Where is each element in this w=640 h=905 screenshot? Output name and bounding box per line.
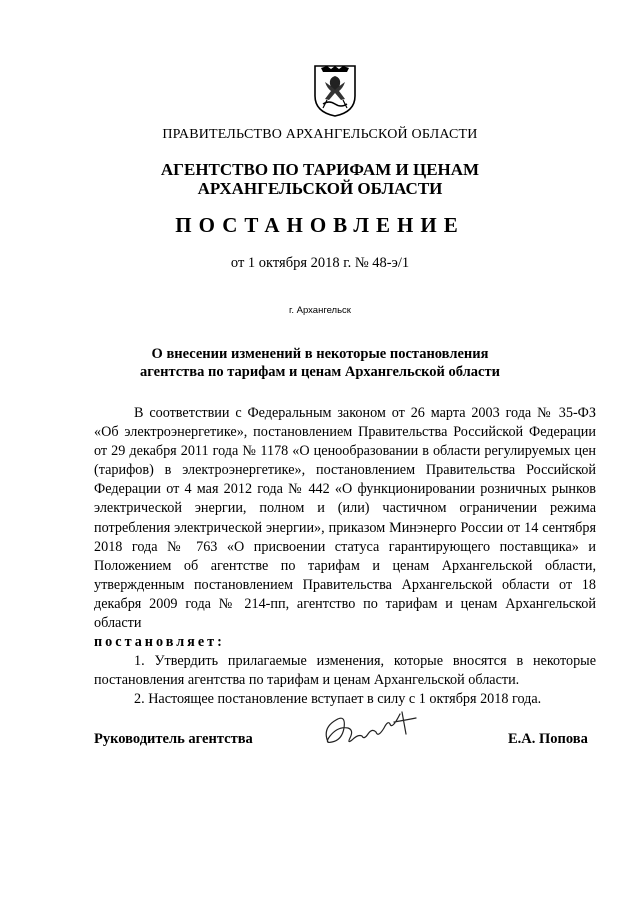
subject-line1: О внесении изменений в некоторые постановления	[151, 346, 489, 362]
resolves-word: постановляет:	[94, 634, 225, 651]
preamble-paragraph: В соответствии с Федеральным законом от 26 марта 2003 года № 35-ФЗ «Об электроэнергетике», постановлением Правительства Российской Федерации от 29 декабря 2011 года № 1178 «О ценообразовании в области регулируемых цен (тарифов) в электроэнергетике», постановлением Правительства Российской Федерации от 4 мая 2012 года № 442 «О функционировании розничных рынков электрической энергии, полном и (или) частичном ограничении режима потребления электрической энергии», приказом Минэнерго России от 14 сентября 2018 года № 763 «О присвоении статуса гарантирующего поставщика» и Положением об агентстве по тарифам и ценам Архангельской области, утвержденным постановлением Правительства Архангельской области от 18 декабря 2009 года № 214-пп, агентство по тарифам и ценам Архангельской области	[94, 405, 596, 632]
document-type: ПОСТАНОВЛЕНИЕ	[175, 213, 465, 237]
document-body	[94, 404, 596, 710]
handwritten-signature-icon	[310, 702, 430, 758]
signer-title: Руководитель агентства	[94, 731, 253, 747]
arkhangelsk-coat-of-arms-icon	[313, 64, 357, 118]
signer-name: Е.А. Попова	[508, 731, 588, 747]
document-subject	[0, 345, 640, 381]
agency-name-line1: АГЕНТСТВО ПО ТАРИФАМ И ЦЕНАМ	[160, 160, 480, 179]
document-city: г. Архангельск	[289, 305, 351, 316]
item-1-paragraph: 1. Утвердить прилагаемые изменения, которые вносятся в некоторые постановления агентства по тарифам и ценам Архангельской области.	[94, 653, 596, 689]
subject-line2: агентства по тарифам и ценам Архангельской области	[140, 364, 500, 380]
agency-name	[0, 160, 640, 198]
item-2-paragraph: 2. Настоящее постановление вступает в силу с 1 октября 2018 года.	[134, 691, 542, 708]
agency-name-line2: АРХАНГЕЛЬСКОЙ ОБЛАСТИ	[197, 179, 443, 198]
government-name: ПРАВИТЕЛЬСТВО АРХАНГЕЛЬСКОЙ ОБЛАСТИ	[162, 127, 478, 142]
document-date-number: от 1 октября 2018 г. № 48-э/1	[230, 255, 410, 271]
